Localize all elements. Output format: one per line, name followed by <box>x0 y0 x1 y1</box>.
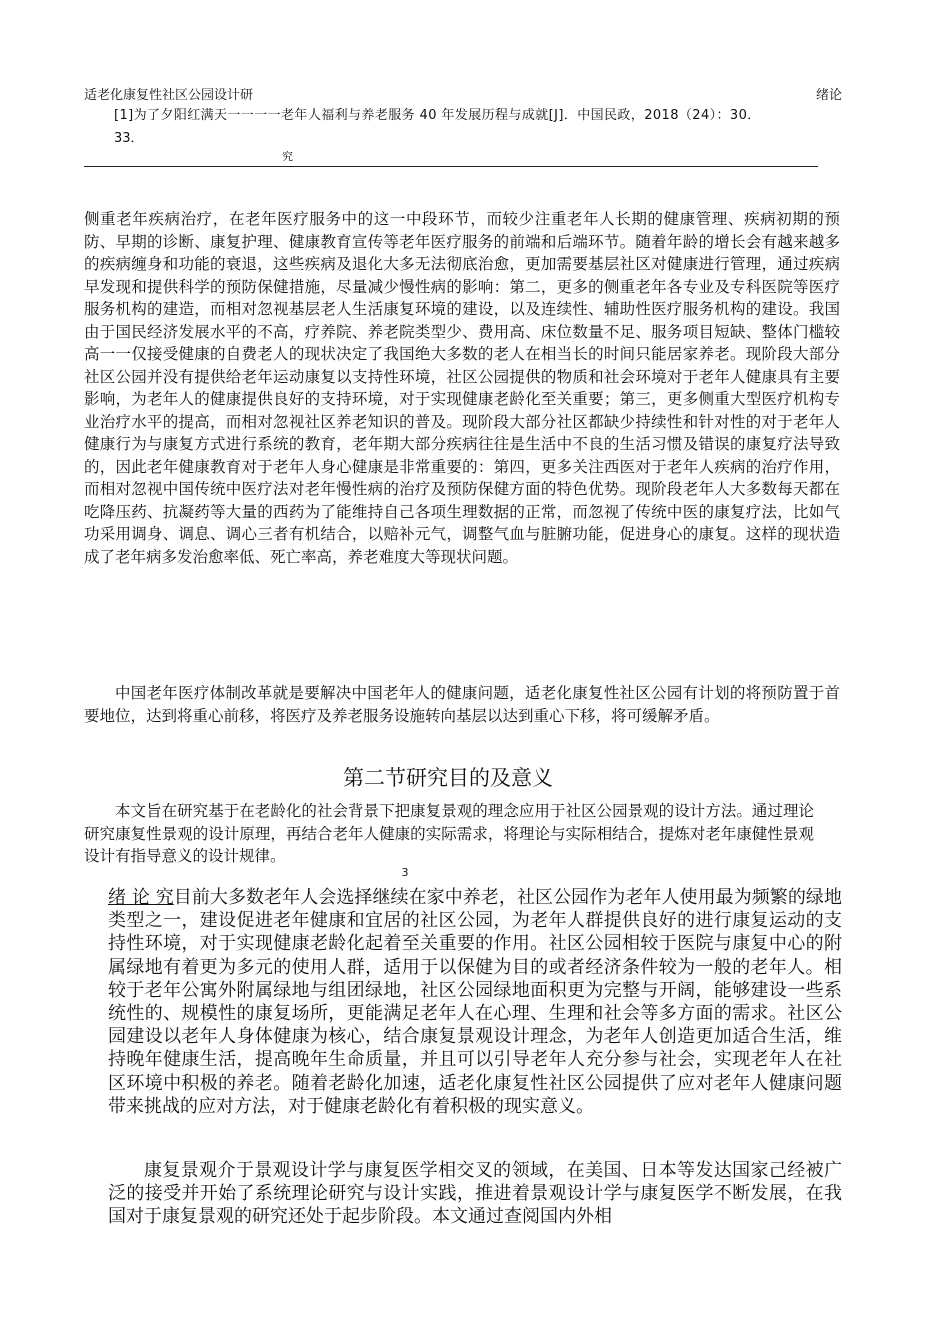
footnote-reference: [1]为了夕阳红满天一一一一老年人福利与养老服务 40 年发展历程与成就[J]．中国民政，2018（24）：30． <box>114 108 761 123</box>
body-text-block <box>108 886 842 1118</box>
footnote-reference-continued: 33． <box>114 131 144 146</box>
footnote-fragment: 究 <box>282 150 293 163</box>
header-fragment: 绪 论 究 <box>108 887 174 908</box>
paragraph: 侧重老年疾病治疗，在老年医疗服务中的这一中段环节，而较少注重老年人长期的健康管理、疾病初期的预防、早期的诊断、康复护理、健康教育宣传等老年医疗服务的前端和后端环节。随着年龄的增长会有越来越多的疾病缠身和功能的衰退，这些疾病及退化大多无法彻底治愈，更加需要基层社区对健康进行管理，通过疾病早发现和提供科学的预防保健措施，尽量减少慢性病的影响：第二，更多的侧重老年各专业及专科医院等医疗服务机构的建造，而相对忽视基层老人生活康复环境的建设，以及连续性、辅助性医疗服务机构的建设。我国由于国民经济发展水平的不高，疗养院、养老院类型少、费用高、床位数量不足、服务项目短缺、整体门槛较高一一仅接受健康的自费老人的现状决定了我国绝大多数的老人在相当长的时间只能居家养老。现阶段大部分社区公园并没有提供给老年运动康复以支持性环境，社区公园提供的物质和社会环境对于老年人健康具有主要影响，为老年人的健康提供良好的支持环境，对于实现健康老龄化至关重要；第三，更多侧重大型医疗机构专业治疗水平的提高，而相对忽视社区养老知识的普及。现阶段大部分社区都缺少持续性和针对性的对于老年人健康行为与康复方式进行系统的教育，老年期大部分疾病往往是生活中不良的生活习惯及错误的康复疗法导致的，因此老年健康教育对于老年人身心健康是非常重要的：第四，更多关注西医对于老年人疾病的治疗作用，而相对忽视中国传统中医疗法对老年慢性病的治疗及预防保健方面的特色优势。现阶段老年人大多数每天都在吃降压药、抗凝药等大量的西药为了能维持自己各项生理数据的正常，而忽视了传统中医的康复疗法，比如气功采用调身、调息、调心三者有机结合，以赔补元气，调整气血与脏腑功能，促进身心的康复。这样的现状造成了老年病多发治愈率低、死亡率高，养老难度大等现状问题。 <box>84 210 840 566</box>
body-text-block <box>84 682 840 727</box>
paragraph <box>108 886 842 1118</box>
body-text-block <box>108 1159 842 1229</box>
running-header-chapter: 绪论 <box>815 88 842 103</box>
body-text-block <box>84 800 814 868</box>
paragraph: 本文旨在研究基于在老龄化的社会背景下把康复景观的理念应用于社区公园景观的设计方法。通过理论研究康复性景观的设计原理，再结合老年人健康的实际需求，将理论与实际相结合，提炼对老年康健性景观设计有指导意义的设计规律。 <box>84 802 814 865</box>
section-heading: 第二节研究目的及意义 <box>343 766 553 790</box>
paragraph: 中国老年医疗体制改革就是要解决中国老年人的健康问题，适老化康复性社区公园有计划的将预防置于首要地位，达到将重心前移，将医疗及养老服务设施转向基层以达到重心下移，将可缓解矛盾。 <box>84 684 840 725</box>
page-number: 3 <box>401 866 409 879</box>
running-header-title: 适老化康复性社区公园设计研 <box>84 88 254 103</box>
paragraph: 康复景观介于景观设计学与康复医学相交叉的领域，在美国、日本等发达国家己经被广泛的接受并开始了系统理论研究与设计实践，推进着景观设计学与康复医学不断发展，在我国对于康复景观的研究还处于起步阶段。本文通过查阅国内外相 <box>108 1160 842 1228</box>
paragraph-text: 目前大多数老年人会选择继续在家中养老，社区公园作为老年人使用最为频繁的绿地类型之一，建设促进老年健康和宜居的社区公园，为老年人群提供良好的进行康复运动的支持性环境，对于实现健康老龄化起着至关重要的作用。社区公园相较于医院与康复中心的附属绿地有着更为多元的使用人群，适用于以保健为目的或者经济条件较为一般的老年人。相较于老年公寓外附属绿地与组团绿地，社区公园绿地面积更为完整与开阔，能够建设一些系统性的、规模性的康复场所，更能满足老年人在心理、生理和社会等多方面的需求。社区公园建设以老年人身体健康为核心，结合康复景观设计理念，为老年人创造更加适合生活，维持晚年健康生活，提高晚年生命质量，并且可以引导老年人充分参与社会，实现老年人在社区环境中积极的养老。随着老龄化加速，适老化康复性社区公园提供了应对老年人健康问题带来挑战的应对方法，对于健康老龄化有着积极的现实意义。 <box>108 887 842 1117</box>
footnote-divider <box>84 166 818 167</box>
body-text-block <box>84 208 840 568</box>
